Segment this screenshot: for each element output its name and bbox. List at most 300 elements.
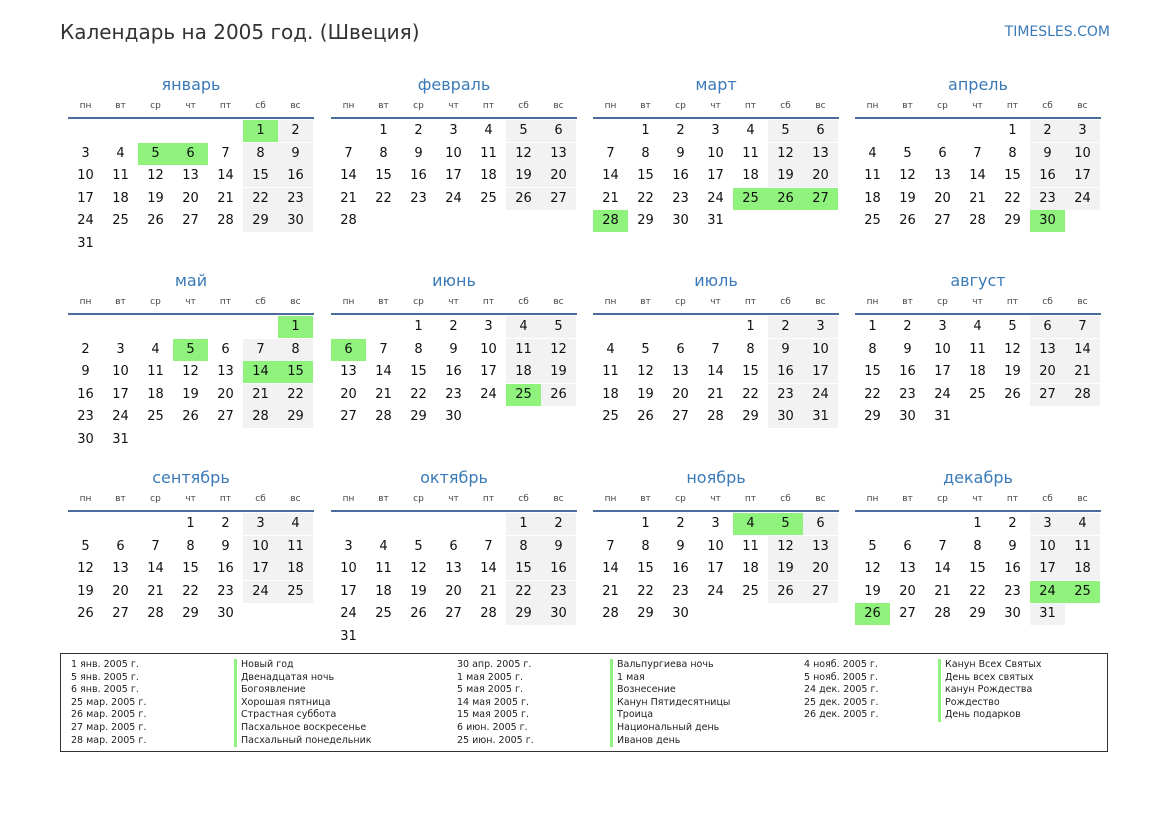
day-cell[interactable]: 16: [672, 168, 689, 183]
day-cell[interactable]: 28: [1065, 384, 1100, 406]
day-cell[interactable]: 13: [340, 364, 357, 379]
day-cell[interactable]: 31: [707, 213, 724, 228]
day-cell[interactable]: 16: [217, 561, 234, 576]
day-cell[interactable]: 26: [899, 213, 916, 228]
day-cell[interactable]: 26: [855, 603, 890, 625]
day-cell[interactable]: 9: [768, 339, 803, 361]
day-cell[interactable]: 3: [1030, 513, 1065, 535]
day-cell[interactable]: 22: [410, 386, 427, 402]
day-cell[interactable]: 13: [217, 364, 234, 379]
day-cell[interactable]: 29: [969, 606, 986, 621]
day-cell[interactable]: 6: [803, 513, 838, 535]
day-cell[interactable]: 9: [541, 536, 576, 558]
day-cell[interactable]: 8: [379, 145, 388, 161]
day-cell[interactable]: 23: [77, 409, 94, 424]
day-cell[interactable]: 5: [506, 120, 541, 142]
day-cell[interactable]: 8: [506, 536, 541, 558]
day-cell[interactable]: 20: [1030, 361, 1065, 383]
day-cell[interactable]: 4: [1065, 513, 1100, 535]
day-cell[interactable]: 23: [672, 583, 689, 599]
day-cell[interactable]: 15: [182, 561, 199, 576]
day-cell[interactable]: 2: [768, 316, 803, 338]
day-cell[interactable]: 8: [868, 341, 877, 357]
day-cell[interactable]: 23: [672, 190, 689, 206]
day-cell[interactable]: 5: [81, 538, 90, 554]
day-cell[interactable]: 12: [1004, 341, 1021, 357]
day-cell[interactable]: 2: [903, 319, 912, 334]
day-cell[interactable]: 16: [278, 165, 313, 187]
day-cell[interactable]: 12: [506, 143, 541, 165]
day-cell[interactable]: 10: [1065, 143, 1100, 165]
day-cell[interactable]: 14: [340, 168, 357, 183]
day-cell[interactable]: 12: [864, 561, 881, 576]
day-cell[interactable]: 20: [445, 583, 462, 599]
day-cell[interactable]: 26: [147, 213, 164, 228]
day-cell[interactable]: 2: [449, 319, 458, 334]
day-cell[interactable]: 3: [711, 123, 720, 138]
day-cell[interactable]: 6: [1030, 316, 1065, 338]
day-cell[interactable]: 8: [243, 143, 278, 165]
day-cell[interactable]: 5: [903, 145, 912, 161]
day-cell[interactable]: 9: [676, 145, 685, 161]
day-cell[interactable]: 1: [278, 316, 313, 338]
day-cell[interactable]: 18: [864, 190, 881, 206]
day-cell[interactable]: 7: [221, 145, 230, 161]
day-cell[interactable]: 25: [864, 213, 881, 228]
day-cell[interactable]: 2: [221, 516, 230, 531]
day-cell[interactable]: 14: [217, 168, 234, 183]
day-cell[interactable]: 7: [606, 538, 615, 554]
day-cell[interactable]: 19: [541, 361, 576, 383]
day-cell[interactable]: 30: [672, 606, 689, 621]
day-cell[interactable]: 21: [1065, 361, 1100, 383]
day-cell[interactable]: 13: [112, 561, 129, 576]
day-cell[interactable]: 28: [147, 606, 164, 621]
day-cell[interactable]: 24: [707, 190, 724, 206]
day-cell[interactable]: 27: [803, 188, 838, 210]
day-cell[interactable]: 17: [340, 583, 357, 599]
day-cell[interactable]: 4: [379, 538, 388, 554]
day-cell[interactable]: 1: [414, 319, 423, 334]
day-cell[interactable]: 8: [746, 341, 755, 357]
day-cell[interactable]: 14: [1065, 339, 1100, 361]
day-cell[interactable]: 16: [541, 558, 576, 580]
day-cell[interactable]: 7: [379, 341, 388, 357]
day-cell[interactable]: 9: [221, 538, 230, 554]
day-cell[interactable]: 10: [77, 168, 94, 183]
day-cell[interactable]: 16: [445, 364, 462, 379]
day-cell[interactable]: 25: [278, 581, 313, 603]
day-cell[interactable]: 10: [112, 364, 129, 379]
day-cell[interactable]: 20: [112, 583, 129, 599]
day-cell[interactable]: 9: [414, 145, 423, 161]
day-cell[interactable]: 19: [77, 583, 94, 599]
day-cell[interactable]: 22: [742, 386, 759, 402]
day-cell[interactable]: 21: [602, 190, 619, 206]
day-cell[interactable]: 25: [112, 213, 129, 228]
day-cell[interactable]: 14: [969, 168, 986, 183]
day-cell[interactable]: 9: [903, 341, 912, 357]
day-cell[interactable]: 8: [1008, 145, 1017, 161]
day-cell[interactable]: 25: [480, 190, 497, 206]
day-cell[interactable]: 24: [480, 386, 497, 402]
day-cell[interactable]: 20: [803, 165, 838, 187]
day-cell[interactable]: 1: [641, 123, 650, 138]
day-cell[interactable]: 21: [969, 190, 986, 206]
day-cell[interactable]: 3: [1065, 120, 1100, 142]
day-cell[interactable]: 3: [484, 319, 493, 334]
day-cell[interactable]: 17: [1065, 165, 1100, 187]
day-cell[interactable]: 2: [1030, 120, 1065, 142]
day-cell[interactable]: 17: [1030, 558, 1065, 580]
day-cell[interactable]: 29: [243, 210, 278, 232]
day-cell[interactable]: 10: [707, 538, 724, 554]
day-cell[interactable]: 25: [147, 409, 164, 424]
day-cell[interactable]: 27: [899, 606, 916, 621]
day-cell[interactable]: 30: [217, 606, 234, 621]
day-cell[interactable]: 13: [934, 168, 951, 183]
day-cell[interactable]: 8: [186, 538, 195, 554]
day-cell[interactable]: 6: [676, 341, 685, 357]
day-cell[interactable]: 11: [480, 145, 497, 161]
day-cell[interactable]: 22: [278, 384, 313, 406]
day-cell[interactable]: 23: [899, 386, 916, 402]
day-cell[interactable]: 2: [541, 513, 576, 535]
day-cell[interactable]: 23: [217, 583, 234, 599]
day-cell[interactable]: 13: [803, 143, 838, 165]
day-cell[interactable]: 13: [445, 561, 462, 576]
day-cell[interactable]: 16: [410, 168, 427, 183]
day-cell[interactable]: 24: [112, 409, 129, 424]
day-cell[interactable]: 29: [637, 606, 654, 621]
day-cell[interactable]: 7: [484, 538, 493, 554]
day-cell[interactable]: 26: [768, 581, 803, 603]
day-cell[interactable]: 27: [541, 188, 576, 210]
day-cell[interactable]: 30: [445, 409, 462, 424]
day-cell[interactable]: 4: [973, 319, 982, 334]
day-cell[interactable]: 29: [1004, 213, 1021, 228]
day-cell[interactable]: 28: [934, 606, 951, 621]
day-cell[interactable]: 26: [182, 409, 199, 424]
day-cell[interactable]: 4: [116, 145, 125, 161]
day-cell[interactable]: 9: [81, 364, 90, 379]
day-cell[interactable]: 11: [864, 168, 881, 183]
day-cell[interactable]: 5: [414, 538, 423, 554]
day-cell[interactable]: 7: [151, 538, 160, 554]
day-cell[interactable]: 12: [147, 168, 164, 183]
day-cell[interactable]: 1: [641, 516, 650, 531]
day-cell[interactable]: 21: [375, 386, 392, 402]
day-cell[interactable]: 14: [243, 361, 278, 383]
day-cell[interactable]: 4: [278, 513, 313, 535]
day-cell[interactable]: 10: [243, 536, 278, 558]
day-cell[interactable]: 22: [864, 386, 881, 402]
day-cell[interactable]: 19: [899, 190, 916, 206]
day-cell[interactable]: 11: [506, 339, 541, 361]
day-cell[interactable]: 24: [934, 386, 951, 402]
day-cell[interactable]: 29: [506, 603, 541, 625]
day-cell[interactable]: 30: [1004, 606, 1021, 621]
day-cell[interactable]: 2: [278, 120, 313, 142]
day-cell[interactable]: 27: [803, 581, 838, 603]
day-cell[interactable]: 8: [973, 538, 982, 554]
day-cell[interactable]: 22: [637, 190, 654, 206]
day-cell[interactable]: 3: [243, 513, 278, 535]
day-cell[interactable]: 9: [676, 538, 685, 554]
day-cell[interactable]: 18: [742, 561, 759, 576]
day-cell[interactable]: 22: [182, 583, 199, 599]
day-cell[interactable]: 24: [445, 190, 462, 206]
day-cell[interactable]: 23: [410, 190, 427, 206]
day-cell[interactable]: 9: [1030, 143, 1065, 165]
day-cell[interactable]: 28: [480, 606, 497, 621]
day-cell[interactable]: 21: [602, 583, 619, 599]
day-cell[interactable]: 21: [217, 190, 234, 206]
day-cell[interactable]: 2: [676, 123, 685, 138]
day-cell[interactable]: 13: [899, 561, 916, 576]
day-cell[interactable]: 6: [903, 538, 912, 554]
day-cell[interactable]: 29: [410, 409, 427, 424]
day-cell[interactable]: 10: [803, 339, 838, 361]
day-cell[interactable]: 23: [445, 386, 462, 402]
day-cell[interactable]: 14: [480, 561, 497, 576]
day-cell[interactable]: 14: [147, 561, 164, 576]
day-cell[interactable]: 15: [375, 168, 392, 183]
day-cell[interactable]: 18: [506, 361, 541, 383]
day-cell[interactable]: 8: [641, 538, 650, 554]
day-cell[interactable]: 20: [340, 386, 357, 402]
day-cell[interactable]: 11: [969, 341, 986, 357]
day-cell[interactable]: 5: [868, 538, 877, 554]
day-cell[interactable]: 13: [672, 364, 689, 379]
day-cell[interactable]: 27: [934, 213, 951, 228]
day-cell[interactable]: 1: [1008, 123, 1017, 138]
day-cell[interactable]: 17: [934, 364, 951, 379]
day-cell[interactable]: 16: [672, 561, 689, 576]
day-cell[interactable]: 17: [480, 364, 497, 379]
day-cell[interactable]: 1: [746, 319, 755, 334]
day-cell[interactable]: 6: [541, 120, 576, 142]
day-cell[interactable]: 7: [344, 145, 353, 161]
day-cell[interactable]: 16: [1004, 561, 1021, 576]
day-cell[interactable]: 14: [707, 364, 724, 379]
day-cell[interactable]: 11: [602, 364, 619, 379]
day-cell[interactable]: 15: [278, 361, 313, 383]
day-cell[interactable]: 19: [768, 165, 803, 187]
day-cell[interactable]: 19: [147, 190, 164, 206]
day-cell[interactable]: 15: [1004, 168, 1021, 183]
day-cell[interactable]: 20: [541, 165, 576, 187]
day-cell[interactable]: 17: [803, 361, 838, 383]
day-cell[interactable]: 14: [602, 561, 619, 576]
day-cell[interactable]: 11: [1065, 536, 1100, 558]
day-cell[interactable]: 30: [541, 603, 576, 625]
day-cell[interactable]: 25: [602, 409, 619, 424]
day-cell[interactable]: 15: [742, 364, 759, 379]
day-cell[interactable]: 3: [803, 316, 838, 338]
day-cell[interactable]: 27: [182, 213, 199, 228]
day-cell[interactable]: 3: [344, 538, 353, 554]
day-cell[interactable]: 7: [973, 145, 982, 161]
day-cell[interactable]: 9: [449, 341, 458, 357]
day-cell[interactable]: 16: [899, 364, 916, 379]
day-cell[interactable]: 10: [340, 561, 357, 576]
day-cell[interactable]: 31: [112, 431, 129, 447]
day-cell[interactable]: 12: [768, 143, 803, 165]
day-cell[interactable]: 15: [243, 165, 278, 187]
day-cell[interactable]: 9: [1008, 538, 1017, 554]
day-cell[interactable]: 6: [173, 143, 208, 165]
day-cell[interactable]: 20: [803, 558, 838, 580]
day-cell[interactable]: 4: [506, 316, 541, 338]
day-cell[interactable]: 29: [182, 606, 199, 621]
day-cell[interactable]: 15: [969, 561, 986, 576]
day-cell[interactable]: 30: [672, 213, 689, 228]
day-cell[interactable]: 5: [173, 339, 208, 361]
day-cell[interactable]: 30: [1030, 210, 1065, 232]
day-cell[interactable]: 10: [707, 145, 724, 161]
day-cell[interactable]: 7: [606, 145, 615, 161]
day-cell[interactable]: 14: [375, 364, 392, 379]
day-cell[interactable]: 25: [375, 606, 392, 621]
day-cell[interactable]: 4: [484, 123, 493, 138]
day-cell[interactable]: 21: [243, 384, 278, 406]
day-cell[interactable]: 26: [506, 188, 541, 210]
day-cell[interactable]: 26: [77, 606, 94, 621]
day-cell[interactable]: 18: [969, 364, 986, 379]
day-cell[interactable]: 13: [182, 168, 199, 183]
day-cell[interactable]: 22: [637, 583, 654, 599]
day-cell[interactable]: 15: [506, 558, 541, 580]
day-cell[interactable]: 6: [116, 538, 125, 554]
day-cell[interactable]: 29: [637, 213, 654, 228]
day-cell[interactable]: 26: [541, 384, 576, 406]
day-cell[interactable]: 23: [278, 188, 313, 210]
day-cell[interactable]: 10: [480, 341, 497, 357]
day-cell[interactable]: 9: [278, 143, 313, 165]
day-cell[interactable]: 11: [278, 536, 313, 558]
day-cell[interactable]: 22: [1004, 190, 1021, 206]
day-cell[interactable]: 7: [1065, 316, 1100, 338]
day-cell[interactable]: 24: [340, 606, 357, 621]
day-cell[interactable]: 27: [217, 409, 234, 424]
day-cell[interactable]: 20: [899, 583, 916, 599]
day-cell[interactable]: 24: [707, 583, 724, 599]
day-cell[interactable]: 25: [969, 386, 986, 402]
day-cell[interactable]: 18: [1065, 558, 1100, 580]
day-cell[interactable]: 8: [278, 339, 313, 361]
day-cell[interactable]: 18: [742, 168, 759, 183]
day-cell[interactable]: 21: [934, 583, 951, 599]
day-cell[interactable]: 25: [1065, 581, 1100, 603]
day-cell[interactable]: 30: [278, 210, 313, 232]
day-cell[interactable]: 17: [243, 558, 278, 580]
day-cell[interactable]: 26: [637, 409, 654, 424]
day-cell[interactable]: 2: [414, 123, 423, 138]
day-cell[interactable]: 6: [938, 145, 947, 161]
day-cell[interactable]: 4: [746, 123, 755, 138]
day-cell[interactable]: 3: [116, 341, 125, 357]
day-cell[interactable]: 5: [768, 513, 803, 535]
day-cell[interactable]: 19: [864, 583, 881, 599]
day-cell[interactable]: 4: [151, 341, 160, 357]
day-cell[interactable]: 16: [77, 386, 94, 402]
day-cell[interactable]: 1: [186, 516, 195, 531]
day-cell[interactable]: 21: [147, 583, 164, 599]
day-cell[interactable]: 28: [707, 409, 724, 424]
day-cell[interactable]: 23: [541, 581, 576, 603]
day-cell[interactable]: 20: [934, 190, 951, 206]
day-cell[interactable]: 19: [1004, 364, 1021, 379]
day-cell[interactable]: 7: [243, 339, 278, 361]
day-cell[interactable]: 25: [742, 583, 759, 599]
day-cell[interactable]: 2: [1008, 516, 1017, 531]
day-cell[interactable]: 6: [221, 341, 230, 357]
day-cell[interactable]: 11: [112, 168, 129, 183]
day-cell[interactable]: 10: [1030, 536, 1065, 558]
day-cell[interactable]: 28: [340, 213, 357, 228]
day-cell[interactable]: 12: [541, 339, 576, 361]
day-cell[interactable]: 15: [637, 561, 654, 576]
day-cell[interactable]: 22: [243, 188, 278, 210]
day-cell[interactable]: 20: [217, 386, 234, 402]
day-cell[interactable]: 24: [803, 384, 838, 406]
day-cell[interactable]: 19: [768, 558, 803, 580]
day-cell[interactable]: 22: [506, 581, 541, 603]
day-cell[interactable]: 18: [278, 558, 313, 580]
day-cell[interactable]: 21: [340, 190, 357, 206]
day-cell[interactable]: 2: [81, 341, 90, 357]
day-cell[interactable]: 10: [934, 341, 951, 357]
day-cell[interactable]: 20: [182, 190, 199, 206]
day-cell[interactable]: 24: [1065, 188, 1100, 210]
day-cell[interactable]: 7: [711, 341, 720, 357]
day-cell[interactable]: 28: [969, 213, 986, 228]
day-cell[interactable]: 22: [969, 583, 986, 599]
day-cell[interactable]: 11: [147, 364, 164, 379]
day-cell[interactable]: 15: [637, 168, 654, 183]
day-cell[interactable]: 5: [768, 120, 803, 142]
brand-link[interactable]: TIMESLES.COM: [1004, 24, 1110, 40]
day-cell[interactable]: 12: [768, 536, 803, 558]
day-cell[interactable]: 8: [641, 145, 650, 161]
day-cell[interactable]: 27: [1030, 384, 1065, 406]
day-cell[interactable]: 4: [868, 145, 877, 161]
day-cell[interactable]: 13: [541, 143, 576, 165]
day-cell[interactable]: 17: [707, 561, 724, 576]
day-cell[interactable]: 24: [243, 581, 278, 603]
day-cell[interactable]: 29: [864, 409, 881, 424]
day-cell[interactable]: 5: [138, 143, 173, 165]
day-cell[interactable]: 24: [1030, 581, 1065, 603]
day-cell[interactable]: 8: [414, 341, 423, 357]
day-cell[interactable]: 31: [934, 409, 951, 424]
day-cell[interactable]: 22: [375, 190, 392, 206]
day-cell[interactable]: 5: [641, 341, 650, 357]
day-cell[interactable]: 21: [707, 386, 724, 402]
day-cell[interactable]: 23: [1004, 583, 1021, 599]
day-cell[interactable]: 7: [938, 538, 947, 554]
day-cell[interactable]: 17: [445, 168, 462, 183]
day-cell[interactable]: 31: [340, 628, 357, 644]
day-cell[interactable]: 31: [1030, 603, 1065, 625]
day-cell[interactable]: 28: [593, 210, 628, 232]
day-cell[interactable]: 6: [449, 538, 458, 554]
day-cell[interactable]: 12: [182, 364, 199, 379]
day-cell[interactable]: 27: [340, 409, 357, 424]
day-cell[interactable]: 26: [410, 606, 427, 621]
day-cell[interactable]: 29: [742, 409, 759, 424]
